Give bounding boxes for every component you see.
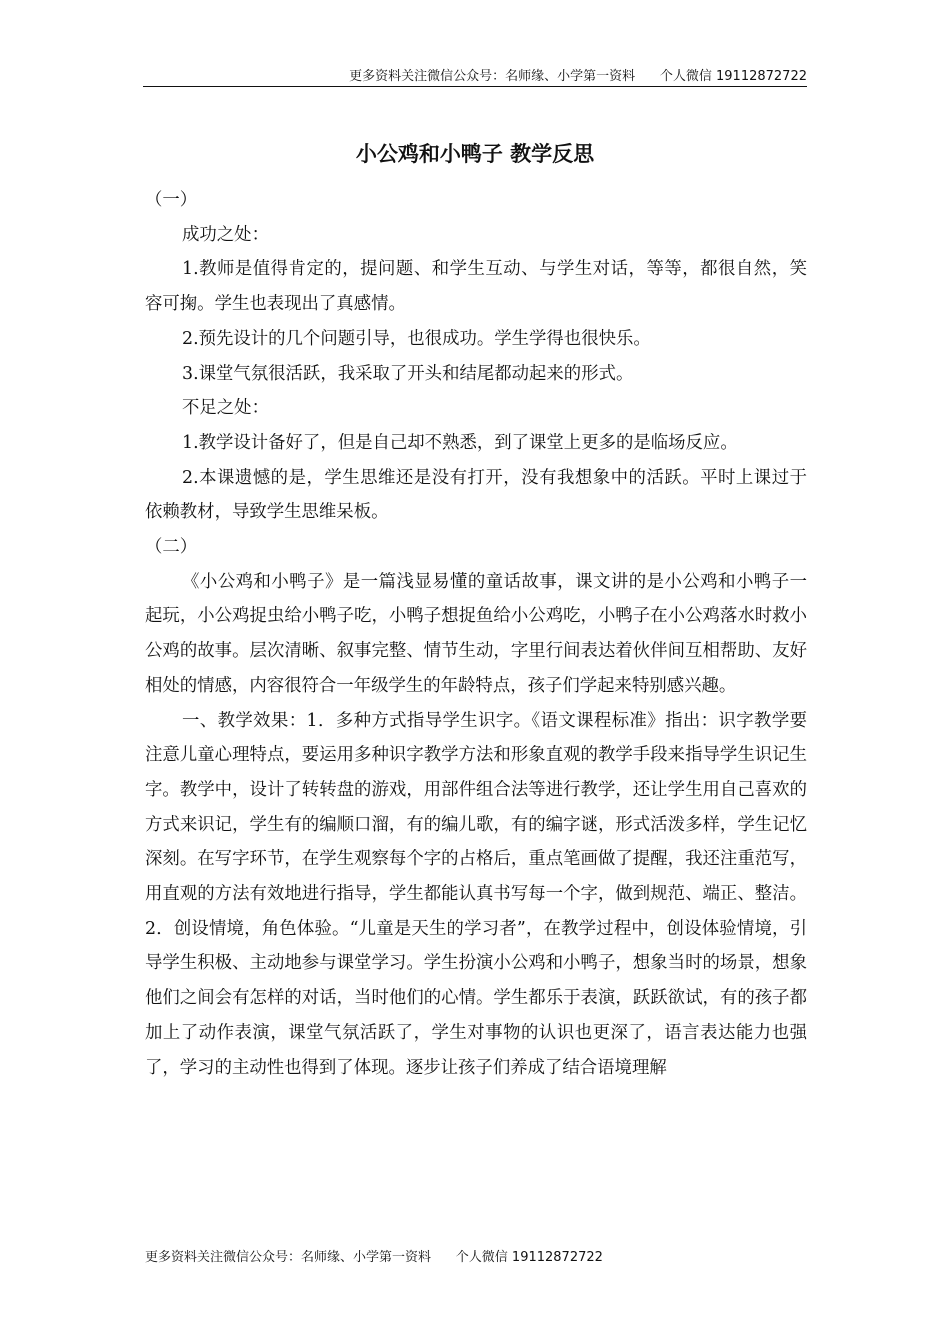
document-body [145,183,807,1085]
page-footer: 更多资料关注微信公众号：名师缘、小学第一资料 个人微信 19112872722 [145,1250,603,1265]
body-paragraph: 《小公鸡和小鸭子》是一篇浅显易懂的童话故事，课文讲的是小公鸡和小鸭子一起玩，小公鸡捉虫给小鸭子吃，小鸭子想捉鱼给小公鸡吃，小鸭子在小公鸡落水时救小公鸡的故事。层次清晰、叙事完整、情节生动，字里行间表达着伙伴间互相帮助、友好相处的情感，内容很符合一年级学生的年龄特点，孩子们学起来特别感兴趣。 [145,571,807,696]
header-divider [143,86,807,87]
success-label: 成功之处： [182,224,269,245]
shortcoming-label: 不足之处： [182,398,269,419]
shortcoming-item: 2.本课遗憾的是，学生思维还是没有打开，没有我想象中的活跃。平时上课过于依赖教材，导致学生思维呆板。 [145,467,807,523]
document-title: 小公鸡和小鸭子 教学反思 [355,141,595,166]
page-header: 更多资料关注微信公众号：名师缘、小学第一资料 个人微信 19112872722 [349,69,807,84]
section-heading-2: （二） [145,537,198,558]
success-item: 1.教师是值得肯定的，提问题、和学生互动、与学生对话，等等，都很自然，笑容可掬。学生也表现出了真感情。 [145,259,807,315]
section-heading-1: （一） [145,190,198,210]
success-item: 3.课堂气氛很活跃，我采取了开头和结尾都动起来的形式。 [182,363,634,384]
success-item: 2.预先设计的几个问题引导，也很成功。学生学得也很快乐。 [182,328,651,349]
body-paragraph: 一、教学效果：1．多种方式指导学生识字。《语文课程标准》指出：识字教学要注意儿童心理特点，要运用多种识字教学方法和形象直观的教学手段来指导学生识记生字。教学中，设计了转转盘的游戏，用部件组合法等进行教学，还让学生用自己喜欢的方式来识记，学生有的编顺口溜，有的编儿歌，有的编字谜，形式活泼多样，学生记忆深刻。在写字环节，在学生观察每个字的占格后，重点笔画做了提醒，我还注重范写，用直观的方法有效地进行指导，学生都能认真书写每一个字，做到规范、端正、整洁。2．创设情境，角色体验。“儿童是天生的学习者”，在教学过程中，创设体验情境，引导学生积极、主动地参与课堂学习。学生扮演小公鸡和小鸭子，想象当时的场景，想象他们之间会有怎样的对话，当时他们的心情。学生都乐于表演，跃跃欲试，有的孩子都加上了动作表演，课堂气氛活跃了，学生对事物的认识也更深了，语言表达能力也强了，学习的主动性也得到了体现。逐步让孩子们养成了结合语境理解 [145,710,807,1078]
shortcoming-item: 1.教学设计备好了，但是自己却不熟悉，到了课堂上更多的是临场反应。 [182,432,738,453]
